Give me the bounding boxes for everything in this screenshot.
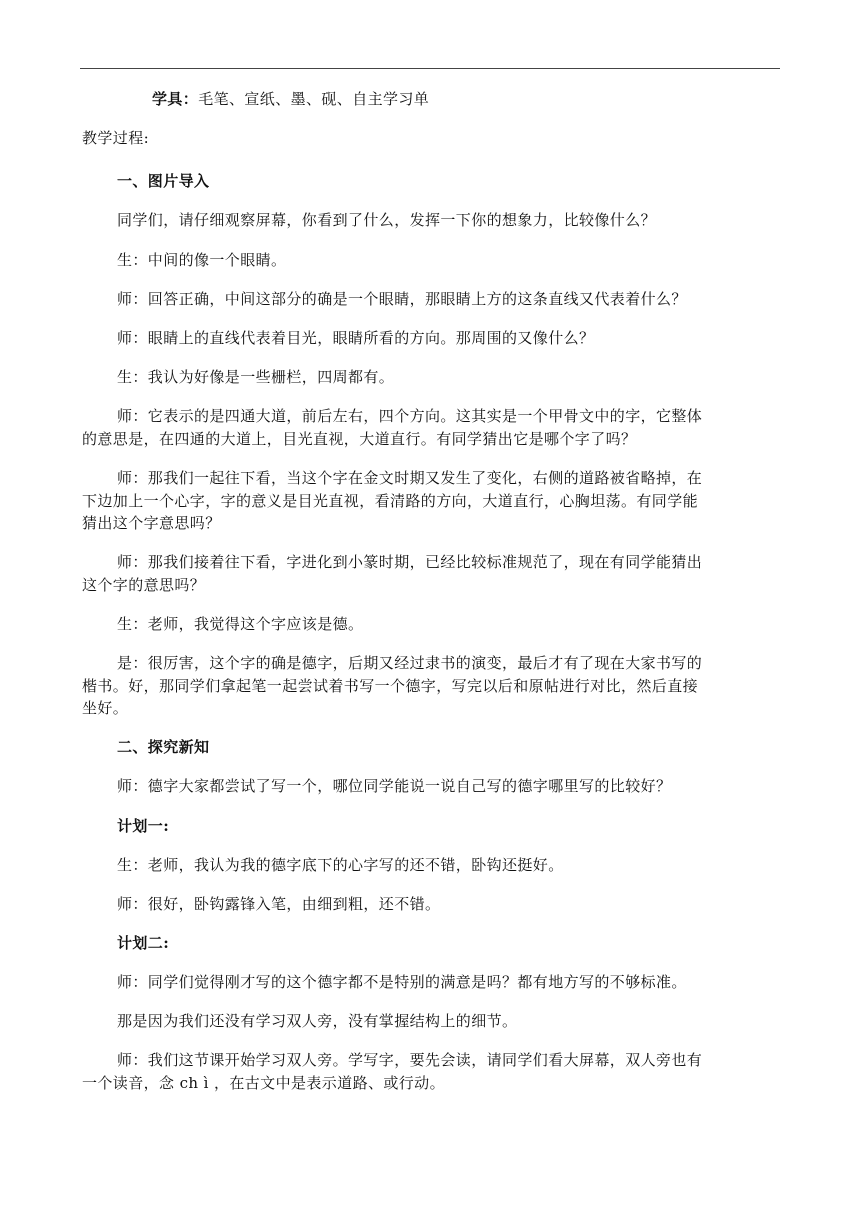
tools-label: 学具： — [152, 90, 199, 108]
section1-p2: 生：中间的像一个眼睛。 — [117, 251, 287, 269]
tools-items: 毛笔、宣纸、墨、砚、自主学习单 — [198, 90, 430, 108]
section1-p6-line2: 的意思是，在四通的大道上，目光直视，大道直行。有同学猜出它是哪个字了吗？ — [82, 430, 637, 448]
section1-p9: 生：老师，我觉得这个字应该是德。 — [117, 615, 364, 633]
section1-p5: 生：我认为好像是一些栅栏，四周都有。 — [117, 368, 395, 386]
header-rule — [80, 68, 780, 69]
plan1-heading: 计划一: — [117, 817, 170, 835]
section2-p3: 师：很好，卧钩露锋入笔，由细到粗，还不错。 — [117, 895, 441, 913]
section1-p10-line3: 坐好。 — [82, 699, 129, 717]
tools-line — [152, 92, 429, 107]
section1-p7-line3: 猜出这个字意思吗？ — [82, 514, 221, 532]
section1-p6-line1: 师：它表示的是四通大道，前后左右，四个方向。这其实是一个甲骨文中的字，它整体 — [117, 407, 703, 425]
section2-p5: 那是因为我们还没有学习双人旁，没有掌握结构上的细节。 — [117, 1012, 518, 1030]
section2-p4: 师：同学们觉得刚才写的这个德字都不是特别的满意是吗？都有地方写的不够标准。 — [117, 973, 687, 991]
plan2-heading: 计划二: — [117, 934, 170, 952]
section1-p7-line2: 下边加上一个心字，字的意义是目光直视，看清路的方向，大道直行，心胸坦荡。有同学能 — [82, 492, 699, 510]
section1-p7-line1: 师：那我们一起往下看，当这个字在金文时期又发生了变化，右侧的道路被省略掉，在 — [117, 469, 703, 487]
section1-p1: 同学们，请仔细观察屏幕，你看到了什么，发挥一下你的想象力，比较像什么？ — [117, 211, 657, 229]
section1-heading: 一、图片导入 — [117, 172, 210, 190]
section1-p10-line2: 楷书。好，那同学们拿起笔一起尝试着书写一个德字，写完以后和原帖进行对比，然后直接 — [82, 677, 699, 695]
section1-p8-line2: 这个字的意思吗？ — [82, 576, 206, 594]
section1-p4: 师：眼睛上的直线代表着目光，眼睛所看的方向。那周围的又像什么？ — [117, 329, 595, 347]
section2-p1: 师：德字大家都尝试了写一个，哪位同学能说一说自己写的德字哪里写的比较好？ — [117, 777, 672, 795]
section2-p2: 生：老师，我认为我的德字底下的心字写的还不错，卧钩还挺好。 — [117, 856, 564, 874]
section2-p6-line2: 一个读音，念 ch ì ，在古文中是表示道路、或行动。 — [82, 1074, 445, 1092]
section1-p3: 师：回答正确，中间这部分的确是一个眼睛，那眼睛上方的这条直线又代表着什么？ — [117, 290, 687, 308]
section2-p6-line1: 师：我们这节课开始学习双人旁。学写字，要先会读，请同学们看大屏幕，双人旁也有 — [117, 1051, 703, 1069]
process-title: 教学过程: — [82, 129, 150, 147]
section2-heading: 二、探究新知 — [117, 738, 210, 756]
section1-p10-line1: 是：很厉害，这个字的确是德字，后期又经过隶书的演变，最后才有了现在大家书写的 — [117, 654, 703, 672]
section1-p8-line1: 师：那我们接着往下看，字进化到小篆时期，已经比较标准规范了，现在有同学能猜出 — [117, 553, 703, 571]
